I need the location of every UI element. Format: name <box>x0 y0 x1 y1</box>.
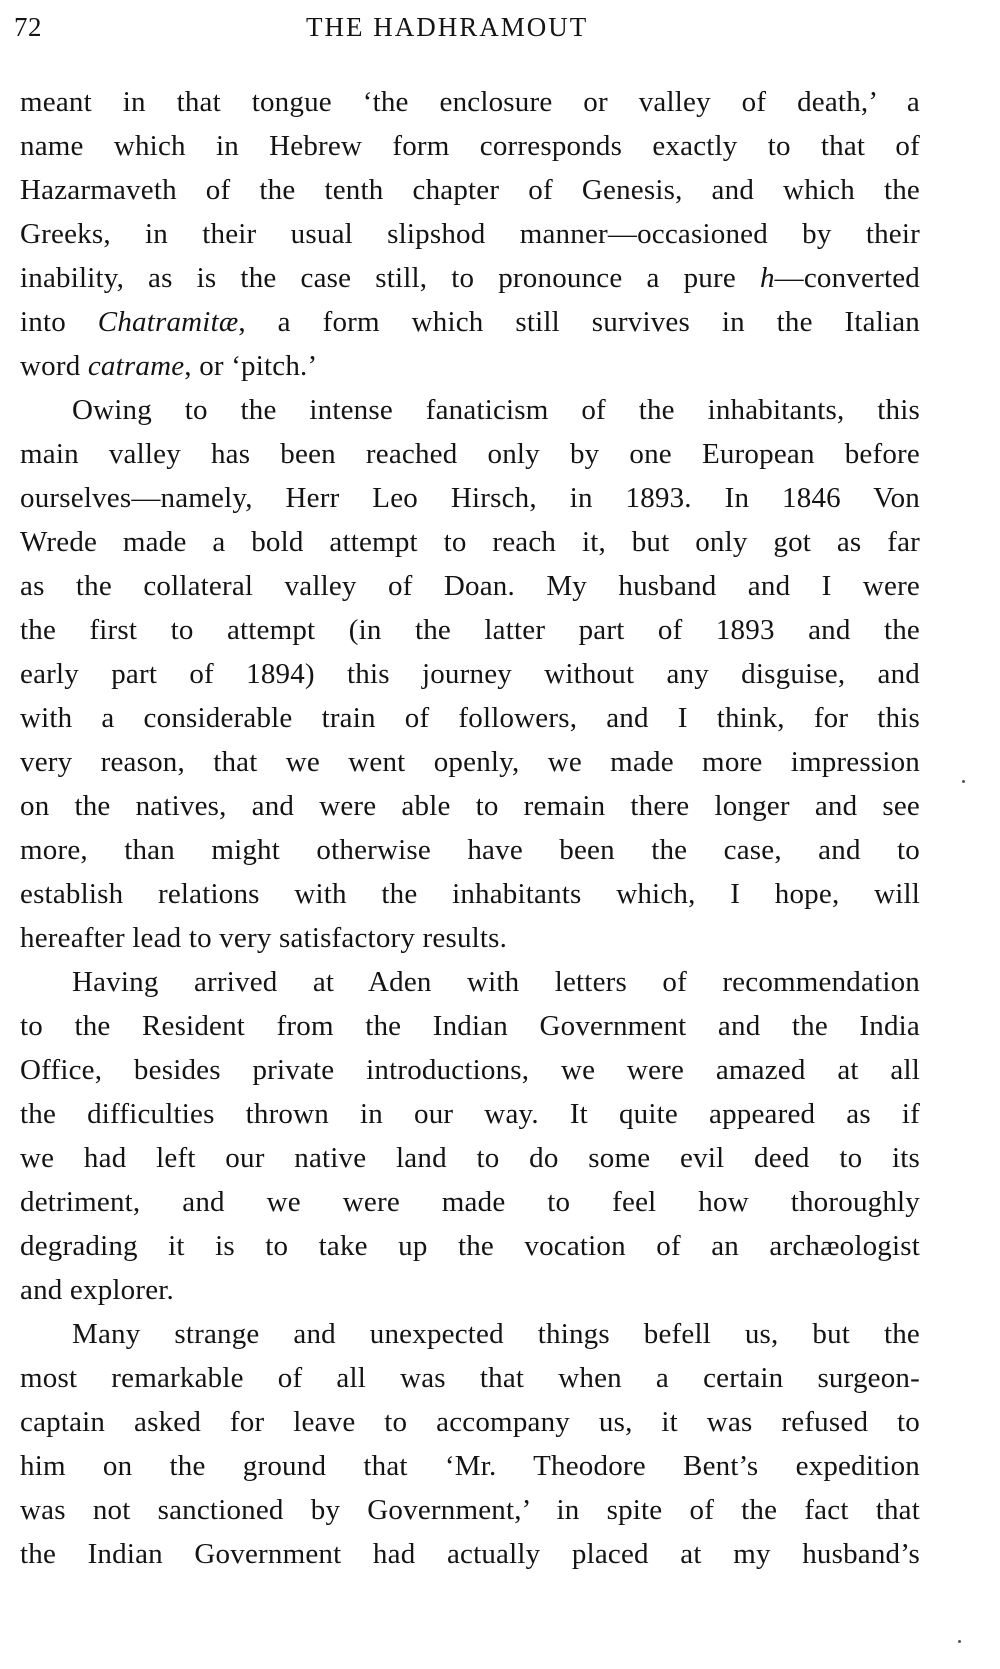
text-line: Office, besides private introductions, we were amazed at all <box>20 1054 920 1086</box>
page-number: 72 <box>14 12 42 42</box>
text-line: we had left our native land to do some evil deed to its <box>20 1142 920 1174</box>
text-line: into Chatramitæ, a form which still survives in the Italian <box>20 306 920 338</box>
text-line: and explorer. <box>20 1274 174 1306</box>
text-line: on the natives, and were able to remain there longer and see <box>20 790 920 822</box>
text-line: Owing to the intense fanaticism of the inhabitants, this <box>72 394 920 426</box>
text-line: Greeks, in their usual slipshod manner—occasioned by their <box>20 218 920 250</box>
paragraph <box>20 1312 920 1576</box>
text-line: word catrame, or ‘pitch.’ <box>20 350 318 382</box>
text-line: Wrede made a bold attempt to reach it, but only got as far <box>20 526 920 558</box>
text-line: to the Resident from the Indian Government and the India <box>20 1010 920 1042</box>
text-line: the Indian Government had actually placed at my husband’s <box>20 1538 920 1570</box>
text-line: most remarkable of all was that when a certain surgeon- <box>20 1362 920 1394</box>
paragraph <box>20 388 920 960</box>
text-line: was not sanctioned by Government,’ in spite of the fact that <box>20 1494 920 1526</box>
text-line: inability, as is the case still, to pronounce a pure h—converted <box>20 262 920 294</box>
text-line: more, than might otherwise have been the case, and to <box>20 834 920 866</box>
text-line: name which in Hebrew form corresponds exactly to that of <box>20 130 920 162</box>
text-line: Having arrived at Aden with letters of recommendation <box>72 966 920 998</box>
text-line: very reason, that we went openly, we made more impression <box>20 746 920 778</box>
text-line: captain asked for leave to accompany us, it was refused to <box>20 1406 920 1438</box>
text-line: establish relations with the inhabitants which, I hope, will <box>20 878 920 910</box>
text-line: ourselves—namely, Herr Leo Hirsch, in 1893. In 1846 Von <box>20 482 920 514</box>
scan-speck <box>962 780 965 783</box>
text-line: early part of 1894) this journey without any disguise, and <box>20 658 920 690</box>
text-line: Many strange and unexpected things befell us, but the <box>72 1318 920 1350</box>
text-line: hereafter lead to very satisfactory results. <box>20 922 508 954</box>
text-line: the difficulties thrown in our way. It quite appeared as if <box>20 1098 920 1130</box>
text-line: Hazarmaveth of the tenth chapter of Genesis, and which the <box>20 174 920 206</box>
text-line: him on the ground that ‘Mr. Theodore Bent’s expedition <box>20 1450 920 1482</box>
text-line: the first to attempt (in the latter part of 1893 and the <box>20 614 920 646</box>
running-header <box>14 12 654 52</box>
paragraph <box>20 80 920 388</box>
text-line: detriment, and we were made to feel how thoroughly <box>20 1186 920 1218</box>
text-line: main valley has been reached only by one European before <box>20 438 920 470</box>
running-title: THE HADHRAMOUT <box>306 12 589 42</box>
scan-speck <box>958 1640 961 1643</box>
body-text <box>20 80 920 1576</box>
paragraph <box>20 960 920 1312</box>
text-line: meant in that tongue ‘the enclosure or valley of death,’ a <box>20 86 920 118</box>
text-line: with a considerable train of followers, and I think, for this <box>20 702 920 734</box>
text-line: as the collateral valley of Doan. My husband and I were <box>20 570 920 602</box>
text-line: degrading it is to take up the vocation of an archæologist <box>20 1230 920 1262</box>
